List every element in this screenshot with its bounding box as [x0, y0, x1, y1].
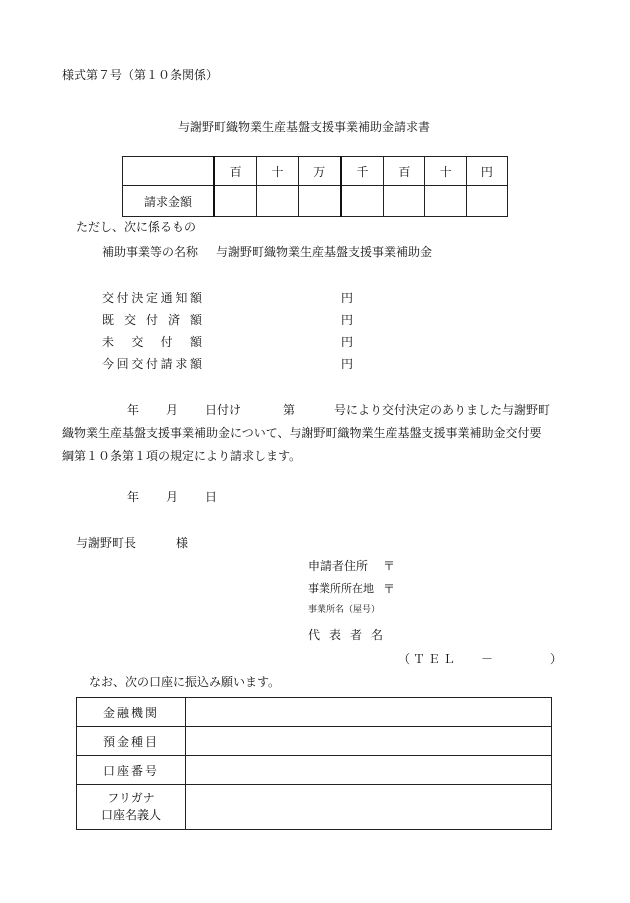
body-month: 月 [166, 403, 179, 417]
body-line3: 綱第１０条第１項の規定により請求します。 [62, 449, 302, 463]
postal-mark-icon: 〒 [383, 582, 396, 596]
holder-label: 口座名義人 [100, 808, 161, 822]
label-kofu-kettei: 交付決定通知額 [102, 291, 202, 305]
label-kikofu: 既交付済額 [102, 313, 202, 327]
yen-4: 円 [341, 357, 354, 371]
furigana-label: フリガナ [107, 791, 155, 806]
amount-row-label: 請求金額 [123, 186, 215, 217]
bank-table [76, 697, 552, 830]
tel-close: ） [550, 652, 563, 666]
date-month: 月 [166, 490, 179, 504]
unit-hyaku: 百 [384, 157, 425, 186]
transfer-note: なお、次の口座に振込み願います。 [89, 675, 281, 689]
body-day: 日付け [205, 403, 242, 417]
deposit-type-label: 預金種目 [77, 727, 186, 756]
unit-juu-man: 十 [257, 157, 298, 186]
label-konkai: 今回交付請求額 [102, 357, 202, 371]
representative-label: 代表者名 [308, 628, 393, 642]
label-mikofu: 未交付額 [102, 335, 202, 349]
project-name: 与謝野町織物業生産基盤支援事業補助金 [216, 245, 433, 259]
form-number: 様式第７号（第１０条関係） [62, 68, 219, 82]
body-year: 年 [127, 403, 140, 417]
unit-sen: 千 [341, 157, 384, 186]
body-line1-rest: 号により交付決定のありました与謝野町 [334, 403, 551, 417]
tel-dash: － [481, 652, 494, 666]
tel-open: （ＴＥＬ [398, 652, 459, 666]
office-address-label: 事業所所在地 [308, 582, 374, 595]
date-day: 日 [205, 490, 218, 504]
account-holder-label [77, 785, 186, 830]
unit-hyaku-man: 百 [214, 157, 257, 186]
amount-digit-cell[interactable] [341, 186, 384, 217]
date-year: 年 [127, 490, 140, 504]
account-number-label: 口座番号 [77, 756, 186, 785]
applicant-address-label: 申請者住所 [308, 559, 369, 573]
unit-juu: 十 [425, 157, 466, 186]
bank-input-cell[interactable] [186, 698, 552, 727]
account-holder-cell[interactable] [186, 785, 552, 830]
amount-digit-cell[interactable] [298, 186, 341, 217]
unit-en: 円 [466, 157, 507, 186]
tadashi-text: ただし、次に係るもの [76, 220, 197, 234]
body-line2: 織物業生産基盤支援事業補助金について、与謝野町織物業生産基盤支援事業補助金交付要 [62, 426, 542, 440]
addressee-sama: 様 [176, 536, 189, 550]
amount-table-corner [123, 157, 215, 186]
unit-man: 万 [298, 157, 341, 186]
body-dai: 第 [283, 403, 296, 417]
office-name-label: 事業所名（屋号） [308, 605, 381, 615]
document-title: 与謝野町織物業生産基盤支援事業補助金請求書 [178, 120, 431, 134]
postal-mark-icon: 〒 [383, 559, 396, 573]
account-number-cell[interactable] [186, 756, 552, 785]
amount-digit-cell[interactable] [425, 186, 466, 217]
amount-table [122, 156, 508, 217]
deposit-type-cell[interactable] [186, 727, 552, 756]
amount-digit-cell[interactable] [384, 186, 425, 217]
project-label: 補助事業等の名称 [102, 245, 199, 259]
yen-1: 円 [341, 291, 354, 305]
amount-digit-cell[interactable] [214, 186, 257, 217]
amount-digit-cell[interactable] [466, 186, 507, 217]
addressee: 与謝野町長 [76, 536, 137, 550]
yen-2: 円 [341, 313, 354, 327]
bank-row-label: 金融機関 [77, 698, 186, 727]
amount-digit-cell[interactable] [257, 186, 298, 217]
yen-3: 円 [341, 335, 354, 349]
